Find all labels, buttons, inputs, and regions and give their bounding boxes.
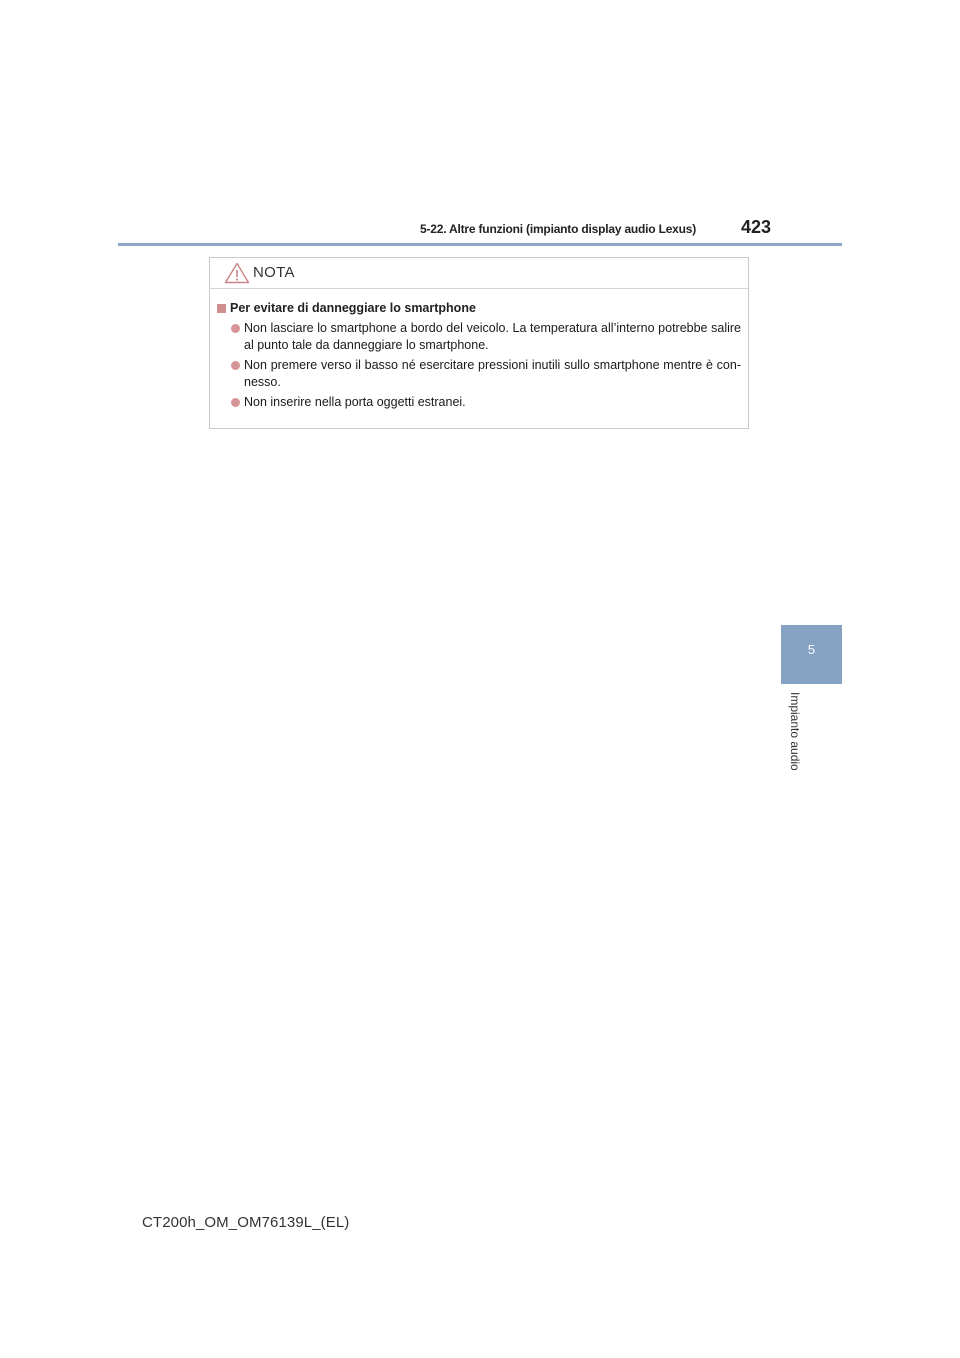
list-item bbox=[217, 394, 741, 411]
note-body bbox=[210, 289, 748, 411]
chapter-tab[interactable] bbox=[781, 625, 842, 684]
square-bullet-icon bbox=[217, 304, 226, 313]
chapter-label: Impianto audio bbox=[788, 692, 802, 771]
list-item bbox=[217, 357, 741, 390]
chapter-number: 5 bbox=[807, 642, 816, 657]
warning-icon bbox=[224, 262, 250, 284]
note-box bbox=[209, 257, 749, 429]
note-subheading-text: Per evitare di danneggiare lo smartphone bbox=[230, 301, 476, 315]
page-number: 423 bbox=[741, 217, 772, 237]
list-item bbox=[217, 320, 741, 353]
bullet-dot-icon bbox=[231, 398, 240, 407]
bullet-dot-icon bbox=[231, 324, 240, 333]
list-item-text: Non lasciare lo smartphone a bordo del veicolo. La temperatura all’interno potrebbe salire al punto tale da danneggiare lo smartphone. bbox=[244, 321, 741, 352]
note-subheading bbox=[217, 301, 741, 315]
list-item-text: Non premere verso il basso né esercitare pressioni inutili sullo smartphone mentre è con-nesso. bbox=[244, 358, 741, 389]
document-code: CT200h_OM_OM76139L_(EL) bbox=[142, 1214, 350, 1231]
note-title: NOTA bbox=[253, 264, 295, 281]
list-item-text: Non inserire nella porta oggetti estranei. bbox=[244, 395, 466, 409]
section-title: 5-22. Altre funzioni (impianto display audio Lexus) bbox=[420, 222, 697, 236]
note-header bbox=[210, 258, 748, 289]
header-rule bbox=[118, 243, 842, 246]
bullet-dot-icon bbox=[231, 361, 240, 370]
